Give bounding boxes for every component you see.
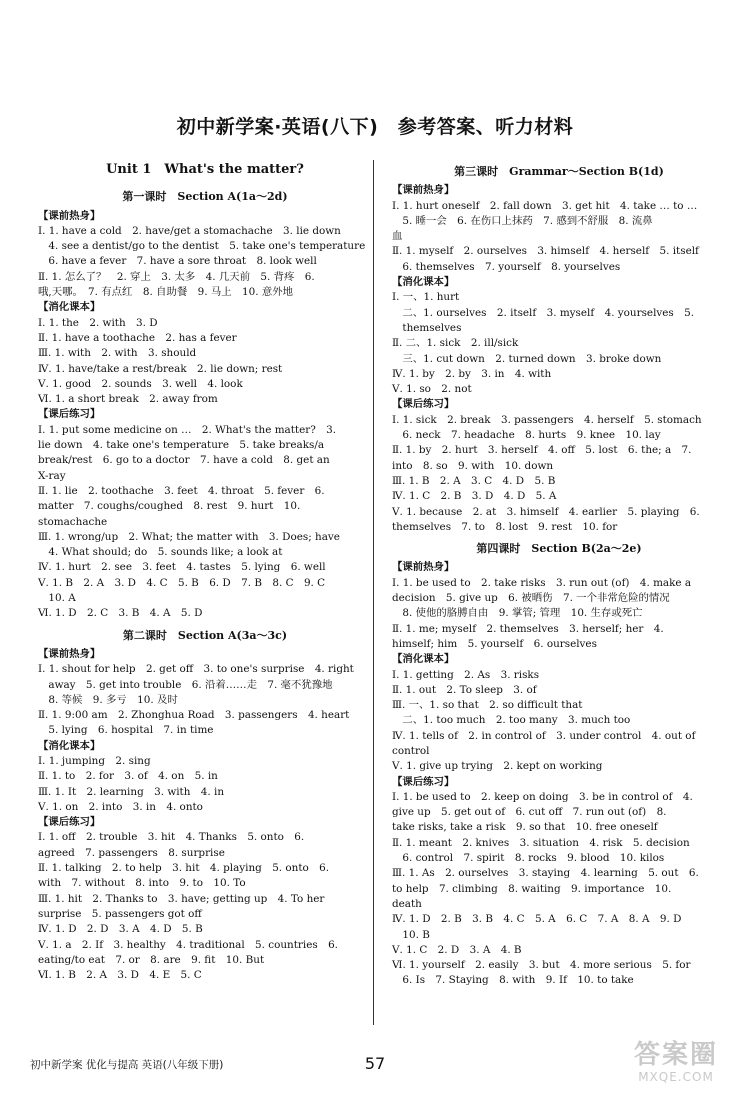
answer-line: Ⅴ. 1. because 2. at 3. himself 4. earlier 5. playing 6.	[392, 505, 700, 518]
answer-line: 8. 使他的胳膊自由 9. 掌管; 管理 10. 生存或死亡	[392, 607, 643, 620]
answer-line: break/rest 6. go to a doctor 7. have a cold 8. get an	[38, 454, 330, 467]
answer-line: Ⅲ. 一、1. so that 2. so difficult that	[392, 699, 583, 712]
right-column	[392, 158, 726, 989]
answer-line: 4. What should; do 5. sounds like; a look at	[38, 546, 283, 559]
answer-line: agreed 7. passengers 8. surprise	[38, 846, 225, 859]
answer-line: control	[392, 744, 430, 757]
answer-line: 5. lying 6. hospital 7. in time	[38, 724, 214, 737]
answer-line: death	[392, 897, 422, 910]
answer-line: Ⅱ. 1. talking 2. to help 3. hit 4. playing 5. onto 6.	[38, 862, 330, 875]
answer-line: Ⅳ. 1. tells of 2. in control of 3. under control 4. out of	[392, 729, 696, 742]
answer-line: 二、1. ourselves 2. itself 3. myself 4. yourselves 5.	[392, 306, 695, 319]
answer-line: X-ray	[38, 469, 66, 482]
answer-line: Ⅱ. 1. 怎么了？ 2. 穿上 3. 太多 4. 几天前 5. 背疼 6.	[38, 270, 315, 283]
answer-line: Ⅰ. 1. jumping 2. sing	[38, 754, 151, 767]
answer-line: Ⅱ. 1. lie 2. toothache 3. feet 4. throat 5. fever 6.	[38, 484, 325, 497]
answer-line: Ⅰ. 1. sick 2. break 3. passengers 4. herself 5. stomach	[392, 413, 702, 426]
answer-line: 血	[392, 230, 403, 243]
answer-line: 8. 等候 9. 多亏 10. 及时	[38, 693, 178, 706]
answer-line: themselves 7. to 8. lost 9. rest 10. for	[392, 520, 618, 533]
answer-line: 10. B	[392, 928, 430, 941]
answer-line: Ⅵ. 1. B 2. A 3. D 4. E 5. C	[38, 969, 202, 982]
answer-line: 哦,天哪。 7. 有点红 8. 自助餐 9. 马上 10. 意外地	[38, 286, 294, 299]
answer-line: surprise 5. passengers got off	[38, 907, 202, 920]
unit-title: Unit 1 What's the matter?	[106, 162, 304, 177]
section-heading: 【课后练习】	[38, 408, 101, 421]
answer-line: 10. A	[38, 592, 76, 605]
section-heading: 【课前热身】	[38, 209, 101, 222]
right-blocks	[392, 164, 726, 989]
answer-line: stomachache	[38, 515, 108, 528]
answer-line: decision 5. give up 6. 被晒伤 7. 一个非常危险的情况	[392, 592, 670, 605]
answer-line: 二、1. too much 2. too many 3. much too	[392, 714, 631, 727]
answer-line: Ⅰ. 1. put some medicine on … 2. What's the matter? 3.	[38, 423, 337, 436]
answer-line: Ⅱ. 1. me; myself 2. themselves 3. herself; her 4.	[392, 622, 664, 635]
answer-line: Ⅴ. 1. C 2. D 3. A 4. B	[392, 943, 522, 956]
answer-line: Ⅵ. 1. a short break 2. away from	[38, 393, 218, 406]
answer-line: Ⅴ. 1. B 2. A 3. D 4. C 5. B 6. D 7. B 8. C 9. C	[38, 576, 326, 589]
left-blocks	[38, 189, 372, 983]
section-heading: 【课后练习】	[392, 775, 455, 788]
section-heading: 【课前热身】	[392, 561, 455, 574]
answer-line: Ⅱ. 1. meant 2. knives 3. situation 4. risk 5. decision	[392, 836, 690, 849]
answer-line: Ⅰ. 1. be used to 2. take risks 3. run out (of) 4. make a	[392, 576, 692, 589]
answer-line: Ⅳ. 1. D 2. B 3. B 4. C 5. A 6. C 7. A 8. A 9. D	[392, 913, 682, 926]
answer-line: 6. Is 7. Staying 8. with 9. If 10. to take	[392, 974, 634, 987]
answer-line: Ⅵ. 1. D 2. C 3. B 4. A 5. D	[38, 607, 203, 620]
answer-line: take risks, take a risk 9. so that 10. free oneself	[392, 821, 658, 834]
watermark-url: MXQE.COM	[638, 1070, 714, 1084]
answer-line: 6. control 7. spirit 8. rocks 9. blood 10. kilos	[392, 852, 665, 865]
answer-line: Ⅱ. 1. to 2. for 3. of 4. on 5. in	[38, 770, 218, 783]
section-heading: 【课前热身】	[38, 647, 101, 660]
answer-line: Ⅴ. 1. good 2. sounds 3. well 4. look	[38, 377, 243, 390]
answer-line: to help 7. climbing 8. waiting 9. importance 10.	[392, 882, 672, 895]
answer-line: Ⅲ. 1. It 2. learning 3. with 4. in	[38, 785, 225, 798]
page-number: 57	[364, 1054, 386, 1073]
lesson-title: 第二课时 Section A(3a～3c)	[122, 628, 288, 642]
answer-line: matter 7. coughs/coughed 8. rest 9. hurt 10.	[38, 500, 301, 513]
answer-line: lie down 4. take one's temperature 5. take breaks/a	[38, 439, 325, 452]
answer-line: 三、1. cut down 2. turned down 3. broke down	[392, 352, 662, 365]
answer-line: Ⅳ. 1. by 2. by 3. in 4. with	[392, 367, 552, 380]
answer-line: Ⅲ. 1. hit 2. Thanks to 3. have; getting up 4. To her	[38, 892, 325, 905]
answer-line: 5. 睡一会 6. 在伤口上抹药 7. 感到不舒服 8. 流鼻	[392, 214, 653, 227]
answer-line: Ⅰ. 一、1. hurt	[392, 291, 460, 304]
answer-line: away 5. get into trouble 6. 沿着……走 7. 毫不犹豫地	[38, 678, 333, 691]
answer-line: give up 5. get out of 6. cut off 7. run out (of) 8.	[392, 806, 667, 819]
answer-line: 6. have a fever 7. have a sore throat 8. look well	[38, 255, 317, 268]
answer-line: Ⅴ. 1. a 2. If 3. healthy 4. traditional 5. countries 6.	[38, 938, 338, 951]
answer-line: Ⅱ. 1. by 2. hurt 3. herself 4. off 5. lost 6. the; a 7.	[392, 444, 692, 457]
answer-line: 6. neck 7. headache 8. hurts 9. knee 10. lay	[392, 429, 661, 442]
watermark-logo	[626, 1040, 726, 1096]
lesson-title: 第一课时 Section A(1a～2d)	[122, 190, 288, 204]
answer-line: Ⅰ. 1. hurt oneself 2. fall down 3. get hit 4. take … to …	[392, 199, 698, 212]
answer-line: Ⅳ. 1. C 2. B 3. D 4. D 5. A	[392, 490, 557, 503]
answer-line: Ⅳ. 1. D 2. D 3. A 4. D 5. B	[38, 923, 203, 936]
answer-line: Ⅳ. 1. have/take a rest/break 2. lie down; rest	[38, 362, 283, 375]
section-heading: 【消化课本】	[38, 301, 101, 314]
answer-line: Ⅰ. 1. off 2. trouble 3. hit 4. Thanks 5. onto 6.	[38, 831, 305, 844]
left-column	[38, 158, 372, 983]
answer-line: Ⅰ. 1. getting 2. As 3. risks	[392, 668, 540, 681]
section-heading: 【消化课本】	[392, 276, 455, 289]
answer-line: Ⅱ. 1. out 2. To sleep 3. of	[392, 683, 537, 696]
watermark-text: 答案圈	[633, 1040, 718, 1070]
answer-line: Ⅰ. 1. have a cold 2. have/get a stomachache 3. lie down	[38, 224, 341, 237]
answer-line: Ⅲ. 1. with 2. with 3. should	[38, 347, 197, 360]
answer-line: Ⅰ. 1. be used to 2. keep on doing 3. be in control of 4.	[392, 790, 693, 803]
answer-line: Ⅱ. 1. myself 2. ourselves 3. himself 4. herself 5. itself	[392, 245, 699, 258]
footer-book-title: 初中新学案 优化与提高 英语(八年级下册)	[30, 1059, 224, 1071]
section-heading: 【消化课本】	[38, 739, 101, 752]
answer-line: Ⅴ. 1. give up trying 2. kept on working	[392, 760, 603, 773]
section-heading: 【课后练习】	[392, 398, 455, 411]
section-heading: 【课前热身】	[392, 184, 455, 197]
answer-line: Ⅰ. 1. the 2. with 3. D	[38, 316, 158, 329]
answer-line: with 7. without 8. into 9. to 10. To	[38, 877, 246, 890]
answer-line: into 8. so 9. with 10. down	[392, 459, 554, 472]
lesson-title: 第四课时 Section B(2a～2e)	[476, 542, 642, 556]
answer-line: Ⅲ. 1. wrong/up 2. What; the matter with 3. Does; have	[38, 530, 340, 543]
answer-line: Ⅴ. 1. so 2. not	[392, 383, 472, 396]
answer-line: 6. themselves 7. yourself 8. yourselves	[392, 260, 621, 273]
answer-line: Ⅳ. 1. hurt 2. see 3. feet 4. tastes 5. lying 6. well	[38, 561, 326, 574]
answer-line: himself; him 5. yourself 6. ourselves	[392, 637, 597, 650]
column-divider	[373, 160, 374, 1025]
lesson-title: 第三课时 Grammar～Section B(1d)	[454, 165, 664, 178]
section-heading: 【消化课本】	[392, 653, 455, 666]
answer-line: 4. see a dentist/go to the dentist 5. take one's temperature	[38, 240, 366, 253]
page-title: 初中新学案·英语(八下) 参考答案、听力材料	[176, 116, 574, 138]
answer-line: Ⅱ. 1. have a toothache 2. has a fever	[38, 331, 237, 344]
answer-line: Ⅴ. 1. on 2. into 3. in 4. onto	[38, 800, 203, 813]
answer-line: Ⅰ. 1. shout for help 2. get off 3. to one's surprise 4. right	[38, 663, 354, 676]
answer-line: Ⅱ. 二、1. sick 2. ill/sick	[392, 337, 519, 350]
answer-line: Ⅲ. 1. B 2. A 3. C 4. D 5. B	[392, 474, 556, 487]
answer-line: eating/to eat 7. or 8. are 9. fit 10. But	[38, 953, 265, 966]
answer-line: Ⅲ. 1. As 2. ourselves 3. staying 4. learning 5. out 6.	[392, 867, 699, 880]
answer-line: themselves	[392, 321, 462, 334]
answer-line: Ⅵ. 1. yourself 2. easily 3. but 4. more serious 5. for	[392, 959, 691, 972]
answer-line: Ⅱ. 1. 9:00 am 2. Zhonghua Road 3. passengers 4. heart	[38, 709, 350, 722]
section-heading: 【课后练习】	[38, 816, 101, 829]
